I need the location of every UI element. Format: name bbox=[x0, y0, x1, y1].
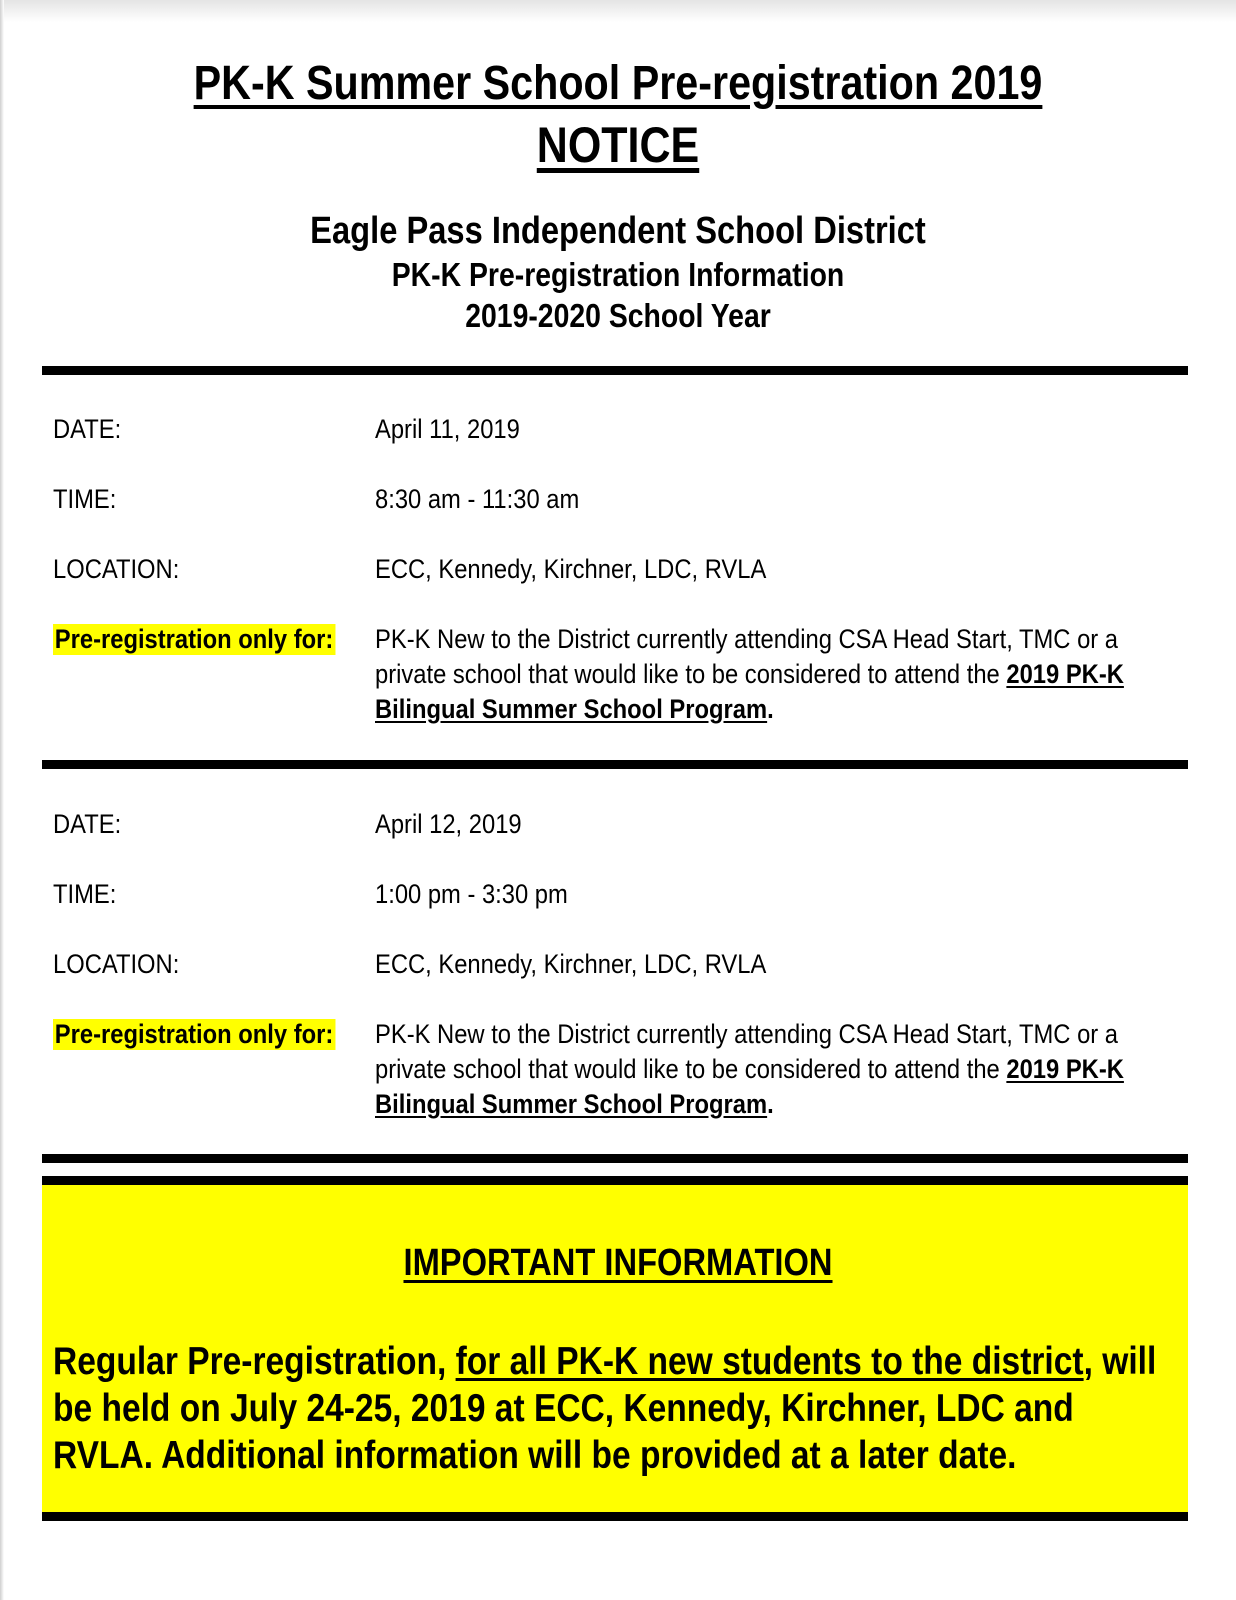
important-text bbox=[53, 1338, 1162, 1479]
eligibility-text bbox=[375, 1017, 1185, 1122]
date-label: DATE: bbox=[53, 809, 122, 839]
session-date: April 11, 2019 bbox=[375, 414, 520, 444]
time-label: TIME: bbox=[53, 484, 117, 514]
location-label: LOCATION: bbox=[53, 949, 180, 979]
eligibility-period: . bbox=[767, 694, 774, 724]
important-text-underlined: for all PK-K new students to the district bbox=[455, 1340, 1084, 1383]
district-name: Eagle Pass Independent School District bbox=[310, 210, 926, 252]
program-name: 2019 PK-K Bilingual Summer School Program bbox=[375, 659, 1124, 724]
session-time: 8:30 am - 11:30 am bbox=[375, 484, 580, 514]
notice-title: PK-K Summer School Pre-registration 2019 bbox=[193, 57, 1043, 110]
important-text-end: , will be held on July 24-25, 2019 at ECC, Kennedy, Kirchner, LDC and RVLA. Additional information will be provided at a later date. bbox=[53, 1340, 1157, 1477]
session-location: ECC, Kennedy, Kirchner, LDC, RVLA bbox=[375, 554, 767, 584]
session-time: 1:00 pm - 3:30 pm bbox=[375, 879, 568, 909]
box-bottom-rule bbox=[42, 1512, 1188, 1521]
eligibility-plain: PK-K New to the District currently attending CSA Head Start, TMC or a private school that would like to be considered to attend the bbox=[375, 624, 1119, 689]
info-subtitle: PK-K Pre-registration Information bbox=[391, 256, 845, 293]
divider-rule bbox=[42, 1154, 1188, 1163]
eligibility-text bbox=[375, 622, 1185, 727]
eligibility-period: . bbox=[767, 1089, 774, 1119]
date-label: DATE: bbox=[53, 414, 122, 444]
scan-left-edge bbox=[0, 0, 4, 1600]
session-date: April 12, 2019 bbox=[375, 809, 522, 839]
divider-rule bbox=[42, 760, 1188, 769]
notice-heading: NOTICE bbox=[536, 117, 700, 173]
scan-top-shade bbox=[0, 0, 1236, 22]
program-name: 2019 PK-K Bilingual Summer School Program bbox=[375, 1054, 1124, 1119]
prereg-label: Pre-registration only for: bbox=[54, 624, 334, 654]
prereg-label: Pre-registration only for: bbox=[54, 1019, 334, 1049]
session-location: ECC, Kennedy, Kirchner, LDC, RVLA bbox=[375, 949, 767, 979]
important-text-start: Regular Pre-registration, bbox=[53, 1340, 456, 1383]
important-heading: IMPORTANT INFORMATION bbox=[403, 1242, 833, 1284]
eligibility-plain: PK-K New to the District currently attending CSA Head Start, TMC or a private school that would like to be considered to attend the bbox=[375, 1019, 1119, 1084]
divider-rule bbox=[42, 366, 1188, 375]
school-year: 2019-2020 School Year bbox=[465, 297, 771, 334]
location-label: LOCATION: bbox=[53, 554, 180, 584]
box-top-rule bbox=[42, 1176, 1188, 1185]
time-label: TIME: bbox=[53, 879, 117, 909]
